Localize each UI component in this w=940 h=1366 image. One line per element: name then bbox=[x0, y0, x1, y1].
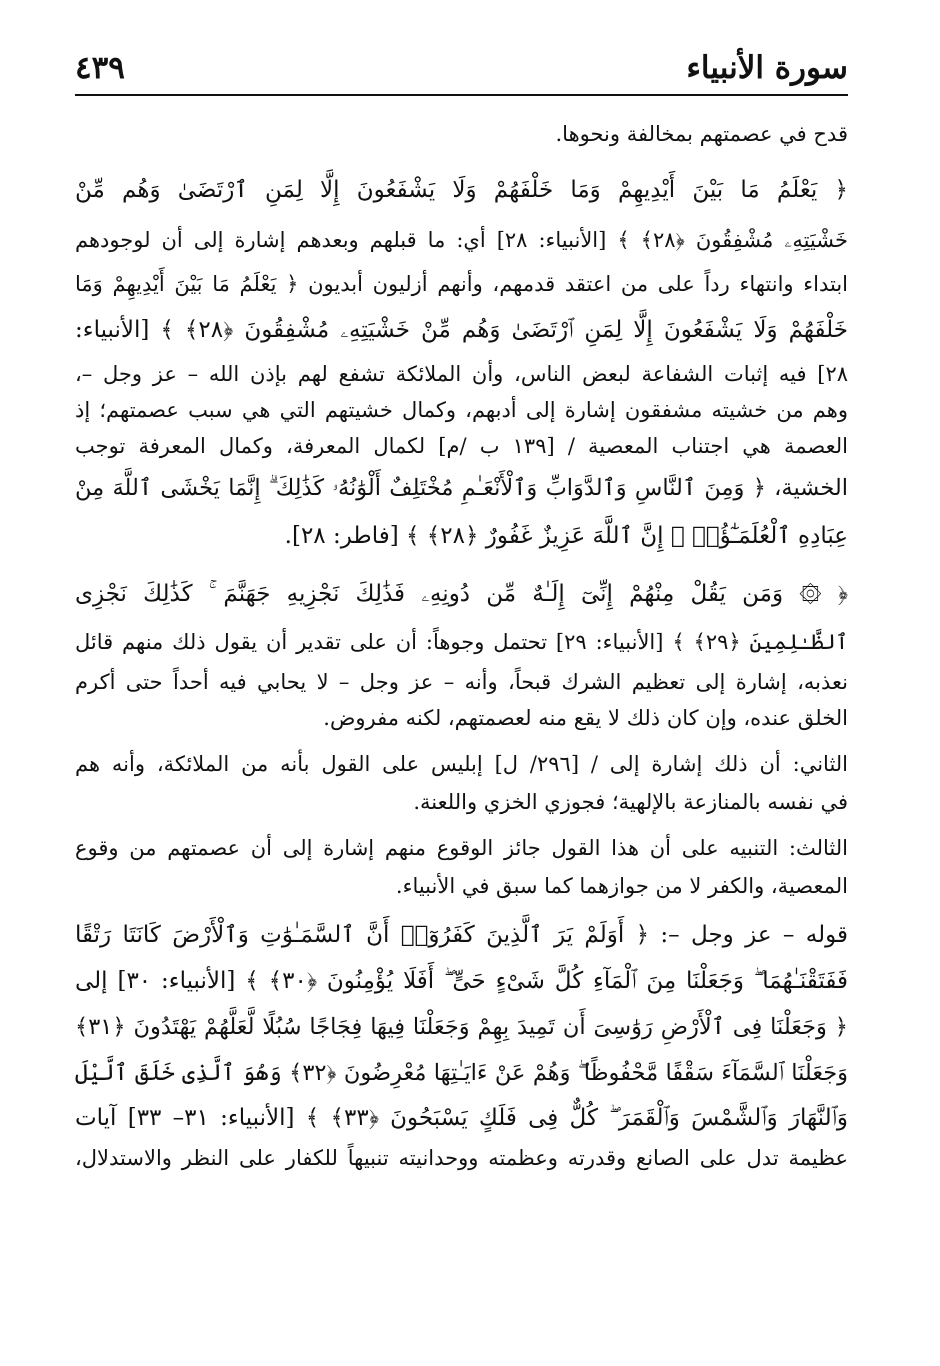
text-line: الثاني: أن ذلك إشارة إلى / [٢٩٦/ ل] إبليس على القول بأنه من الملائكة، وأنه هم bbox=[75, 752, 848, 776]
quran-verse-line: عِبَادِهِ ٱلْعُلَمَـٰٓؤُا۟ ۗ إِنَّ ٱللَّهَ عَزِيزٌ غَفُورٌ ﴿٢٨﴾ ﴾ [فاطر: ٢٨]. bbox=[284, 523, 848, 549]
text-line: الخلق عنده، وإن كان ذلك لا يقع منه لعصمتهم، لكنه مفروض. bbox=[323, 706, 848, 730]
text-line: قدح في عصمتهم بمخالفة ونحوها. bbox=[555, 122, 848, 146]
quran-verse-line: خَلْفَهُمْ وَلَا يَشْفَعُونَ إِلَّا لِمَنِ ٱرْتَضَىٰ وَهُم مِّنْ خَشْيَتِهِۦ مُشْفِقُونَ ﴿٢٨﴾ ﴾ [الأنبياء: bbox=[75, 317, 848, 343]
page-body bbox=[75, 112, 848, 1184]
quran-verse-line: وَٱلنَّهَارَ وَٱلشَّمْسَ وَٱلْقَمَرَ ۖ كُلٌّ فِى فَلَكٍ يَسْبَحُونَ ﴿٣٣﴾ ﴾ [الأنبياء: ٣١– ٣٣] آيات bbox=[75, 1105, 848, 1131]
text-line: المعصية، والكفر لا من جوازهما كما سبق في الأنبياء. bbox=[395, 874, 848, 898]
text-line: في نفسه بالمنازعة بالإلهية؛ فجوزي الخزي واللعنة. bbox=[413, 790, 848, 814]
text-line: ابتداء وانتهاء رداً على من اعتقد قدمهم، وأنهم أزليون أبديون ﴿ يَعْلَمُ مَا بَيْنَ أَيْدِيهِمْ وَمَا bbox=[75, 272, 848, 296]
quran-verse-line: ﴿ ۞ وَمَن يَقُلْ مِنْهُمْ إِنِّىٓ إِلَـٰهٌ مِّن دُونِهِۦ فَذَٰلِكَ نَجْزِيهِ جَهَنَّمَ ۚ كَذَٰلِكَ نَجْزِى bbox=[75, 581, 848, 607]
page-number: ٤٣٩ bbox=[75, 50, 125, 86]
text-line: العصمة هي اجتناب المعصية / [١٣٩ ب /م] لكمال المعرفة، وكمال المعرفة توجب bbox=[75, 434, 848, 458]
text-line: وهم من خشيته مشفقون إشارة إلى أدبهم، وكمال خشيتهم التي هي سبب عصمتهم؛ إذ bbox=[75, 398, 848, 422]
paragraph bbox=[75, 568, 848, 736]
paragraph bbox=[75, 828, 848, 904]
quran-verse-line: قوله – عز وجل –: ﴿ أَوَلَمْ يَرَ ٱلَّذِينَ كَفَرُوٓا۟ أَنَّ ٱلسَّمَـٰوَٰتِ وَٱلْأَرْضَ كَانَتَا رَتْقًا bbox=[75, 922, 848, 948]
page-header bbox=[75, 38, 848, 88]
paragraph bbox=[75, 164, 848, 560]
text-line: الثالث: التنبيه على أن هذا القول جائز الوقوع منهم إشارة إلى أن عصمتهم من وقوع bbox=[75, 836, 848, 860]
quran-verse-line: الخشية، ﴿ وَمِنَ ٱلنَّاسِ وَٱلدَّوَابِّ وَٱلْأَنْعَـٰمِ مُخْتَلِفٌ أَلْوَٰنُهُۥ كَذَٰلِكَ ۗ إِنَّمَا يَخْشَى ٱللَّهَ مِنْ bbox=[75, 475, 848, 501]
text-line: نعذبه، إشارة إلى تعظيم الشرك قبحاً، وأنه – عز وجل – لا يحابي فيه أحداً حتى أكرم bbox=[75, 670, 848, 694]
text-line: عظيمة تدل على الصانع وقدرته وعظمته ووحدانيته تنبيهاً للكفار على النظر والاستدلال، bbox=[75, 1146, 848, 1170]
quran-verse-line: ﴿ وَجَعَلْنَا فِى ٱلْأَرْضِ رَوَٰسِىَ أَن تَمِيدَ بِهِمْ وَجَعَلْنَا فِيهَا فِجَاجًا سُبُلًا لَّعَلَّهُمْ يَهْتَدُونَ ﴿٣١﴾ bbox=[75, 1014, 848, 1040]
paragraph bbox=[75, 112, 848, 156]
quran-verse-line: وَجَعَلْنَا ٱلسَّمَآءَ سَقْفًا مَّحْفُوظًا ۖ وَهُمْ عَنْ ءَايَـٰتِهَا مُعْرِضُونَ ﴿٣٢﴾ وَهُوَ ٱلَّذِى خَلَقَ ٱلَّيْلَ bbox=[75, 1060, 848, 1086]
header-divider bbox=[75, 94, 848, 96]
text-line: ٱلظَّـٰلِمِينَ ﴿٢٩﴾ ﴾ [الأنبياء: ٢٩] تحتمل وجوهاً: أن على تقدير أن يقول ذلك منهم قائل bbox=[75, 630, 848, 654]
text-line: ٢٨] فيه إثبات الشفاعة لبعض الناس، وأن الملائكة تشفع لهم بإذن الله – عز وجل –، bbox=[75, 362, 848, 386]
quran-verse-line: ﴿ يَعْلَمُ مَا بَيْنَ أَيْدِيهِمْ وَمَا خَلْفَهُمْ وَلَا يَشْفَعُونَ إِلَّا لِمَنِ ٱرْتَضَىٰ وَهُم مِّنْ bbox=[75, 177, 848, 203]
paragraph bbox=[75, 744, 848, 820]
surah-title: سورة الأنبياء bbox=[686, 50, 848, 86]
quran-verse-line: فَفَتَقْنَـٰهُمَا ۖ وَجَعَلْنَا مِنَ ٱلْمَآءِ كُلَّ شَىْءٍ حَىٍّ ۖ أَفَلَا يُؤْمِنُونَ ﴿٣٠﴾ ﴾ [الأنبياء: ٣٠] إلى bbox=[75, 968, 848, 994]
text-line: خَشْيَتِهِۦ مُشْفِقُونَ ﴿٢٨﴾ ﴾ [الأنبياء: ٢٨] أي: ما قبلهم وبعدهم إشارة إلى أن لوجودهم bbox=[75, 228, 848, 252]
paragraph bbox=[75, 912, 848, 1176]
